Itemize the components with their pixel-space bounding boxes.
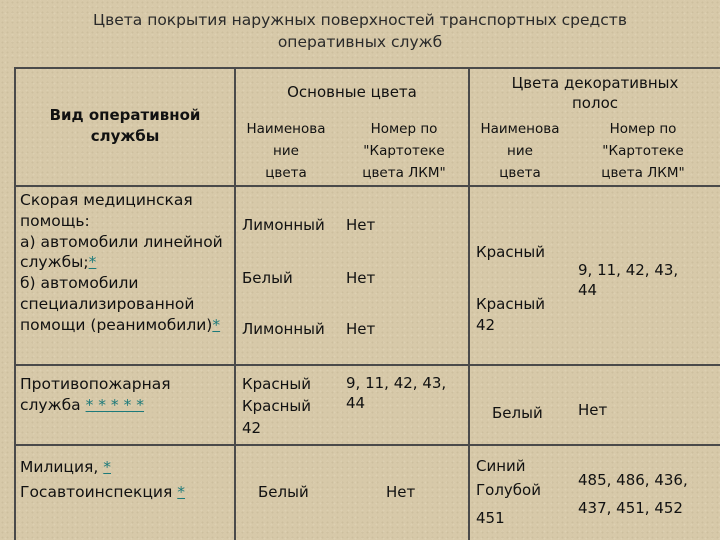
ambulance-main-name-3: Лимонный: [242, 320, 325, 338]
header-name-line-2: ние: [273, 143, 299, 159]
fire-main-name-line-3: 42: [242, 419, 262, 437]
fire-main-name-line-1: Красный: [242, 375, 312, 393]
police-stripe-num-line-2: 437, 451, 452: [578, 499, 683, 517]
ambulance-line-7-text: помощи (реанимобили): [20, 315, 213, 334]
ambulance-main-name-1: Лимонный: [242, 216, 325, 234]
fire-line-2: [20, 395, 234, 416]
fire-main-name: [242, 373, 311, 439]
header-main-name: [236, 118, 336, 184]
title-line-2: оперативных служб: [277, 33, 443, 51]
ambulance-main-num-2: Нет: [346, 269, 376, 287]
police-line-2: [20, 480, 234, 505]
header-stripe-line-1: Цвета декоративных: [511, 74, 679, 92]
header-service-type: [16, 105, 234, 147]
fire-main-name-line-2: Красный: [242, 397, 312, 415]
header-service-line-2: службы: [90, 127, 160, 145]
header-stripe-line-2: полос: [572, 94, 618, 112]
ambulance-stripe-num-line-2: 44: [578, 281, 598, 299]
fire-main-num-line-2: 44: [346, 394, 366, 412]
fire-main-num-line-1: 9, 11, 42, 43,: [346, 374, 447, 392]
header-stripe-number-line-2: "Картотеке: [602, 143, 684, 159]
ambulance-line-6: специализированной: [20, 294, 195, 313]
header-stripe-number-line-1: Номер по: [609, 121, 677, 137]
ambulance-stripe-name-2-line-1: Красный: [476, 295, 546, 313]
footnote-link[interactable]: *: [88, 253, 97, 272]
fire-line-2-text: служба: [20, 396, 81, 414]
ambulance-main-num-3: Нет: [346, 320, 376, 338]
header-main-colors: Основные цвета: [287, 83, 417, 101]
fire-main-number: [346, 373, 446, 413]
header-stripe-name: [470, 118, 570, 184]
row-divider-police: [14, 444, 720, 446]
header-number-line-3: цвета ЛКМ": [362, 165, 446, 181]
footnote-link[interactable]: *: [177, 483, 186, 501]
footnote-link[interactable]: *: [103, 458, 111, 476]
police-line-1: [20, 455, 234, 480]
police-stripe-name-line-1: Синий: [476, 457, 526, 475]
header-name-line-1: Наименова: [246, 121, 326, 137]
ambulance-stripe-name-2-line-2: 42: [476, 316, 496, 334]
header-number-line-2: "Картотеке: [363, 143, 445, 159]
ambulance-line-4: [20, 252, 234, 273]
ambulance-stripe-name-2: [476, 294, 545, 336]
ambulance-line-2: помощь:: [20, 211, 90, 230]
ambulance-line-3: а) автомобили линейной: [20, 232, 223, 251]
footnote-link[interactable]: *: [212, 315, 221, 334]
footnote-link[interactable]: * * * * *: [85, 396, 145, 414]
ambulance-line-7: [20, 315, 234, 336]
table-border-top: [14, 67, 720, 69]
ambulance-line-1: Скорая медицинская: [20, 191, 193, 209]
police-main-name: Белый: [258, 483, 309, 501]
row-police-service: [20, 455, 234, 505]
police-stripe-name: [476, 454, 541, 530]
fire-stripe-name: Белый: [492, 404, 543, 422]
police-stripe-name-line-2: Голубой: [476, 481, 541, 499]
fire-stripe-number: Нет: [578, 401, 608, 419]
ambulance-main-name-2: Белый: [242, 269, 293, 287]
header-stripe-number-line-3: цвета ЛКМ": [601, 165, 685, 181]
ambulance-main-num-1: Нет: [346, 216, 376, 234]
fire-line-1: Противопожарная: [20, 375, 171, 393]
page-title: [0, 9, 720, 53]
row-ambulance-service: [20, 190, 234, 336]
header-name-line-3: цвета: [265, 165, 307, 181]
ambulance-line-4-text: службы;: [20, 253, 89, 272]
header-stripe-name-line-2: ние: [507, 143, 533, 159]
row-fire-service: [20, 374, 234, 416]
header-number-line-1: Номер по: [370, 121, 438, 137]
header-stripe-number: [578, 118, 708, 184]
police-line-1-text: Милиция,: [20, 458, 99, 476]
ambulance-stripe-number: [578, 260, 678, 300]
police-stripe-number: [578, 466, 688, 522]
ambulance-stripe-num-line-1: 9, 11, 42, 43,: [578, 261, 679, 279]
header-stripe-name-line-1: Наименова: [480, 121, 560, 137]
ambulance-stripe-name-1: Красный: [476, 243, 546, 261]
row-divider-header: [14, 185, 720, 187]
title-line-1: Цвета покрытия наружных поверхностей транспортных средств: [93, 11, 627, 29]
header-service-line-1: Вид оперативной: [49, 106, 201, 124]
header-stripe-colors: [470, 73, 720, 113]
row-divider-fire: [14, 364, 720, 366]
police-stripe-name-line-3: 451: [476, 509, 505, 527]
header-stripe-name-line-3: цвета: [499, 165, 541, 181]
police-line-2-text: Госавтоинспекция: [20, 483, 173, 501]
police-main-number: Нет: [386, 483, 416, 501]
header-main-number: [340, 118, 468, 184]
ambulance-line-5: б) автомобили: [20, 274, 139, 293]
police-stripe-num-line-1: 485, 486, 436,: [578, 471, 688, 489]
